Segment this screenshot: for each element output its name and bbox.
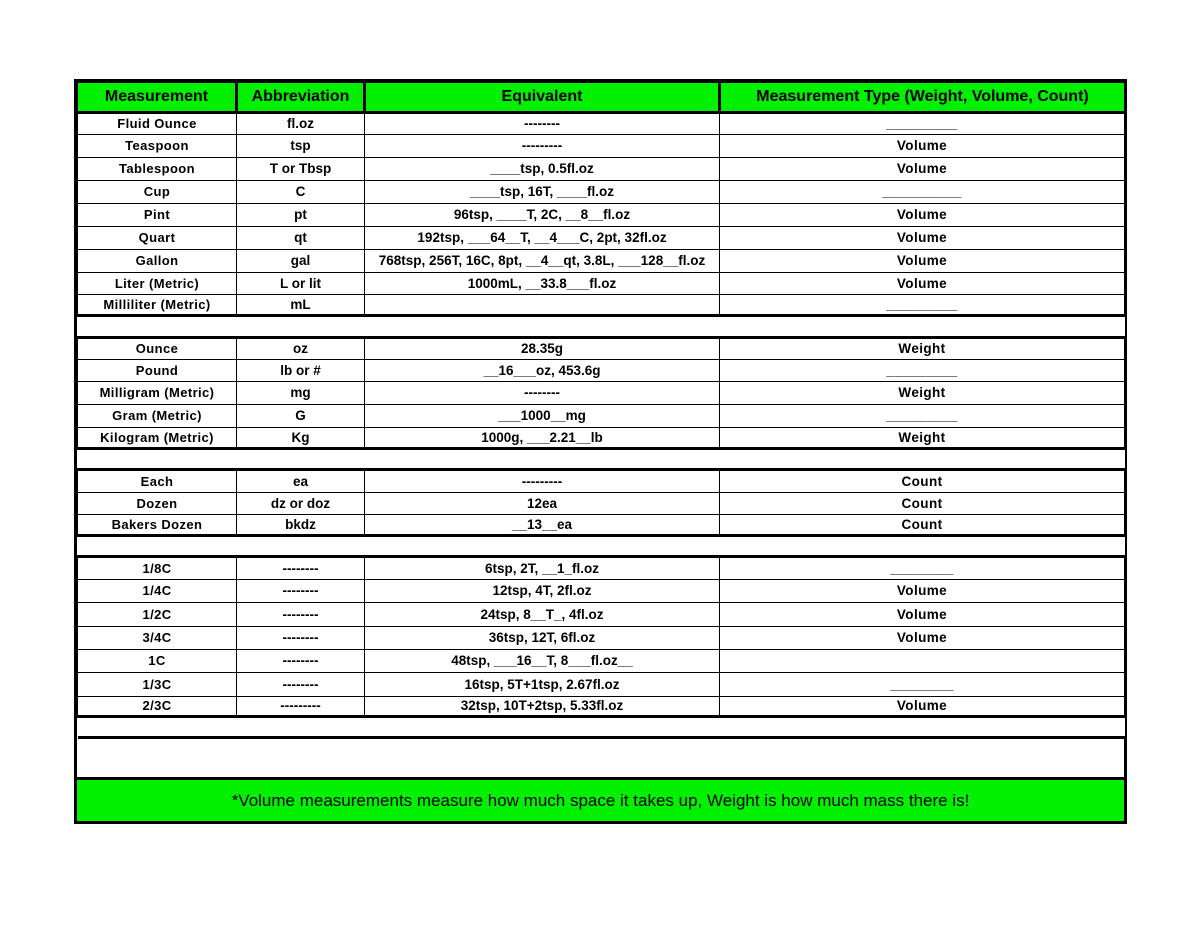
table-row bbox=[78, 227, 1125, 250]
abbreviation-cell: G bbox=[237, 405, 365, 428]
equivalent-cell: 16tsp, 5T+1tsp, 2.67fl.oz bbox=[365, 673, 720, 697]
equivalent-cell: 96tsp, ____T, 2C, __8__fl.oz bbox=[365, 204, 720, 227]
table-row bbox=[78, 493, 1125, 515]
measurement-cell: Teaspoon bbox=[78, 135, 237, 158]
spacer-cell bbox=[237, 449, 365, 470]
measurement-type-cell: Count bbox=[720, 493, 1125, 515]
abbreviation-cell: -------- bbox=[237, 627, 365, 650]
abbreviation-cell: fl.oz bbox=[237, 113, 365, 135]
equivalent-cell: 12ea bbox=[365, 493, 720, 515]
measurement-cell: 3/4C bbox=[78, 627, 237, 650]
abbreviation-cell: C bbox=[237, 181, 365, 204]
measurement-cell: 1/3C bbox=[78, 673, 237, 697]
table-row bbox=[78, 338, 1125, 360]
measurement-type-cell: Count bbox=[720, 515, 1125, 536]
measurement-type-cell: Count bbox=[720, 470, 1125, 493]
equivalent-cell: 1000g, ___2.21__lb bbox=[365, 428, 720, 449]
spacer-cell bbox=[720, 316, 1125, 338]
spacer-cell bbox=[78, 316, 237, 338]
measurement-cell: Kilogram (Metric) bbox=[78, 428, 237, 449]
abbreviation-cell: bkdz bbox=[237, 515, 365, 536]
measurement-cell: Each bbox=[78, 470, 237, 493]
equivalent-cell: --------- bbox=[365, 470, 720, 493]
abbreviation-cell: dz or doz bbox=[237, 493, 365, 515]
header-equivalent: Equivalent bbox=[365, 83, 720, 113]
measurement-type-cell: Volume bbox=[720, 227, 1125, 250]
equivalent-cell: 32tsp, 10T+2tsp, 5.33fl.oz bbox=[365, 697, 720, 717]
measurement-type-cell: _________ bbox=[720, 360, 1125, 382]
measurement-type-cell: _________ bbox=[720, 405, 1125, 428]
spacer-cell bbox=[365, 536, 720, 557]
table-row bbox=[78, 181, 1125, 204]
abbreviation-cell: Kg bbox=[237, 428, 365, 449]
measurement-cell: Pound bbox=[78, 360, 237, 382]
abbreviation-cell: ea bbox=[237, 470, 365, 493]
measurement-cell: Pint bbox=[78, 204, 237, 227]
abbreviation-cell: oz bbox=[237, 338, 365, 360]
equivalent-cell: -------- bbox=[365, 382, 720, 405]
table-row bbox=[78, 627, 1125, 650]
spacer-cell bbox=[237, 316, 365, 338]
measurement-cell: Gram (Metric) bbox=[78, 405, 237, 428]
footer-note: *Volume measurements measure how much space it takes up, Weight is how much mass there is! bbox=[77, 777, 1124, 821]
spacer-cell bbox=[237, 717, 365, 738]
measurement-cell: Ounce bbox=[78, 338, 237, 360]
measurement-type-cell: _________ bbox=[720, 295, 1125, 316]
measurement-cell: 2/3C bbox=[78, 697, 237, 717]
header-measurement: Measurement bbox=[78, 83, 237, 113]
table-row bbox=[78, 273, 1125, 295]
table-row bbox=[78, 603, 1125, 627]
abbreviation-cell: mg bbox=[237, 382, 365, 405]
measurement-cell: Milliliter (Metric) bbox=[78, 295, 237, 316]
table-row bbox=[78, 697, 1125, 717]
measurement-type-cell: Volume bbox=[720, 580, 1125, 603]
equivalent-cell: --------- bbox=[365, 135, 720, 158]
table-row bbox=[78, 382, 1125, 405]
measurement-table bbox=[77, 82, 1125, 739]
measurement-cell: Bakers Dozen bbox=[78, 515, 237, 536]
equivalent-cell: 48tsp, ___16__T, 8___fl.oz__ bbox=[365, 650, 720, 673]
measurement-cell: 1/8C bbox=[78, 557, 237, 580]
header-measurement-type: Measurement Type (Weight, Volume, Count) bbox=[720, 83, 1125, 113]
spacer-cell bbox=[720, 449, 1125, 470]
measurement-type-cell: Volume bbox=[720, 273, 1125, 295]
measurement-type-cell: ________ bbox=[720, 557, 1125, 580]
equivalent-cell: -------- bbox=[365, 113, 720, 135]
table-row bbox=[78, 295, 1125, 316]
table-row bbox=[78, 515, 1125, 536]
equivalent-cell: 36tsp, 12T, 6fl.oz bbox=[365, 627, 720, 650]
measurement-type-cell: Volume bbox=[720, 697, 1125, 717]
spacer-cell bbox=[237, 536, 365, 557]
equivalent-cell: 192tsp, ___64__T, __4___C, 2pt, 32fl.oz bbox=[365, 227, 720, 250]
abbreviation-cell: mL bbox=[237, 295, 365, 316]
measurement-cell: Gallon bbox=[78, 250, 237, 273]
abbreviation-cell: pt bbox=[237, 204, 365, 227]
table-row bbox=[78, 580, 1125, 603]
abbreviation-cell: T or Tbsp bbox=[237, 158, 365, 181]
abbreviation-cell: --------- bbox=[237, 697, 365, 717]
table-row bbox=[78, 650, 1125, 673]
table-row bbox=[78, 158, 1125, 181]
table-row bbox=[78, 360, 1125, 382]
abbreviation-cell: L or lit bbox=[237, 273, 365, 295]
equivalent-cell: __16___oz, 453.6g bbox=[365, 360, 720, 382]
measurement-type-cell: __________ bbox=[720, 181, 1125, 204]
table-body bbox=[78, 113, 1125, 738]
spacer-cell bbox=[78, 449, 237, 470]
spacer-row bbox=[78, 449, 1125, 470]
table-row bbox=[78, 250, 1125, 273]
equivalent-cell: 24tsp, 8__T_, 4fl.oz bbox=[365, 603, 720, 627]
spacer-cell bbox=[720, 717, 1125, 738]
equivalent-cell: ___1000__mg bbox=[365, 405, 720, 428]
measurement-cell: Fluid Ounce bbox=[78, 113, 237, 135]
header-row bbox=[78, 83, 1125, 113]
table-row bbox=[78, 135, 1125, 158]
abbreviation-cell: -------- bbox=[237, 580, 365, 603]
spacer-row bbox=[78, 316, 1125, 338]
measurement-type-cell: Weight bbox=[720, 382, 1125, 405]
measurement-cell: Cup bbox=[78, 181, 237, 204]
measurement-type-cell: Volume bbox=[720, 603, 1125, 627]
measurement-cell: 1/2C bbox=[78, 603, 237, 627]
abbreviation-cell: lb or # bbox=[237, 360, 365, 382]
measurement-cell: 1C bbox=[78, 650, 237, 673]
equivalent-cell: 6tsp, 2T, __1_fl.oz bbox=[365, 557, 720, 580]
measurement-type-cell: Volume bbox=[720, 250, 1125, 273]
table-row bbox=[78, 673, 1125, 697]
spacer-cell bbox=[365, 316, 720, 338]
spacer-row bbox=[78, 717, 1125, 738]
measurement-cell: Milligram (Metric) bbox=[78, 382, 237, 405]
measurement-type-cell: ________ bbox=[720, 673, 1125, 697]
measurement-type-cell: Volume bbox=[720, 158, 1125, 181]
equivalent-cell: ____tsp, 16T, ____fl.oz bbox=[365, 181, 720, 204]
measurement-type-cell: Volume bbox=[720, 627, 1125, 650]
abbreviation-cell: -------- bbox=[237, 673, 365, 697]
measurement-type-cell: Volume bbox=[720, 204, 1125, 227]
measurement-type-cell: Weight bbox=[720, 338, 1125, 360]
table-row bbox=[78, 428, 1125, 449]
spacer-cell bbox=[365, 449, 720, 470]
measurement-cell: Liter (Metric) bbox=[78, 273, 237, 295]
equivalent-cell: 12tsp, 4T, 2fl.oz bbox=[365, 580, 720, 603]
measurement-type-cell: Volume bbox=[720, 135, 1125, 158]
equivalent-cell: 768tsp, 256T, 16C, 8pt, __4__qt, 3.8L, ___128__fl.oz bbox=[365, 250, 720, 273]
equivalent-cell: __13__ea bbox=[365, 515, 720, 536]
table-row bbox=[78, 470, 1125, 493]
table-row bbox=[78, 405, 1125, 428]
spacer-cell bbox=[78, 717, 237, 738]
measurement-cell: Dozen bbox=[78, 493, 237, 515]
equivalent-cell: 28.35g bbox=[365, 338, 720, 360]
abbreviation-cell: -------- bbox=[237, 650, 365, 673]
spacer-row bbox=[78, 536, 1125, 557]
equivalent-cell: ____tsp, 0.5fl.oz bbox=[365, 158, 720, 181]
table-row bbox=[78, 204, 1125, 227]
spacer-cell bbox=[720, 536, 1125, 557]
table-row bbox=[78, 557, 1125, 580]
abbreviation-cell: -------- bbox=[237, 557, 365, 580]
abbreviation-cell: gal bbox=[237, 250, 365, 273]
measurement-cell: 1/4C bbox=[78, 580, 237, 603]
measurement-type-cell: Weight bbox=[720, 428, 1125, 449]
abbreviation-cell: qt bbox=[237, 227, 365, 250]
equivalent-cell: 1000mL, __33.8___fl.oz bbox=[365, 273, 720, 295]
measurement-cell: Tablespoon bbox=[78, 158, 237, 181]
measurement-sheet bbox=[74, 79, 1127, 824]
spacer-cell bbox=[78, 536, 237, 557]
spacer-cell bbox=[365, 717, 720, 738]
header-abbreviation: Abbreviation bbox=[237, 83, 365, 113]
abbreviation-cell: tsp bbox=[237, 135, 365, 158]
measurement-type-cell bbox=[720, 650, 1125, 673]
equivalent-cell bbox=[365, 295, 720, 316]
abbreviation-cell: -------- bbox=[237, 603, 365, 627]
table-row bbox=[78, 113, 1125, 135]
measurement-type-cell: _________ bbox=[720, 113, 1125, 135]
measurement-cell: Quart bbox=[78, 227, 237, 250]
